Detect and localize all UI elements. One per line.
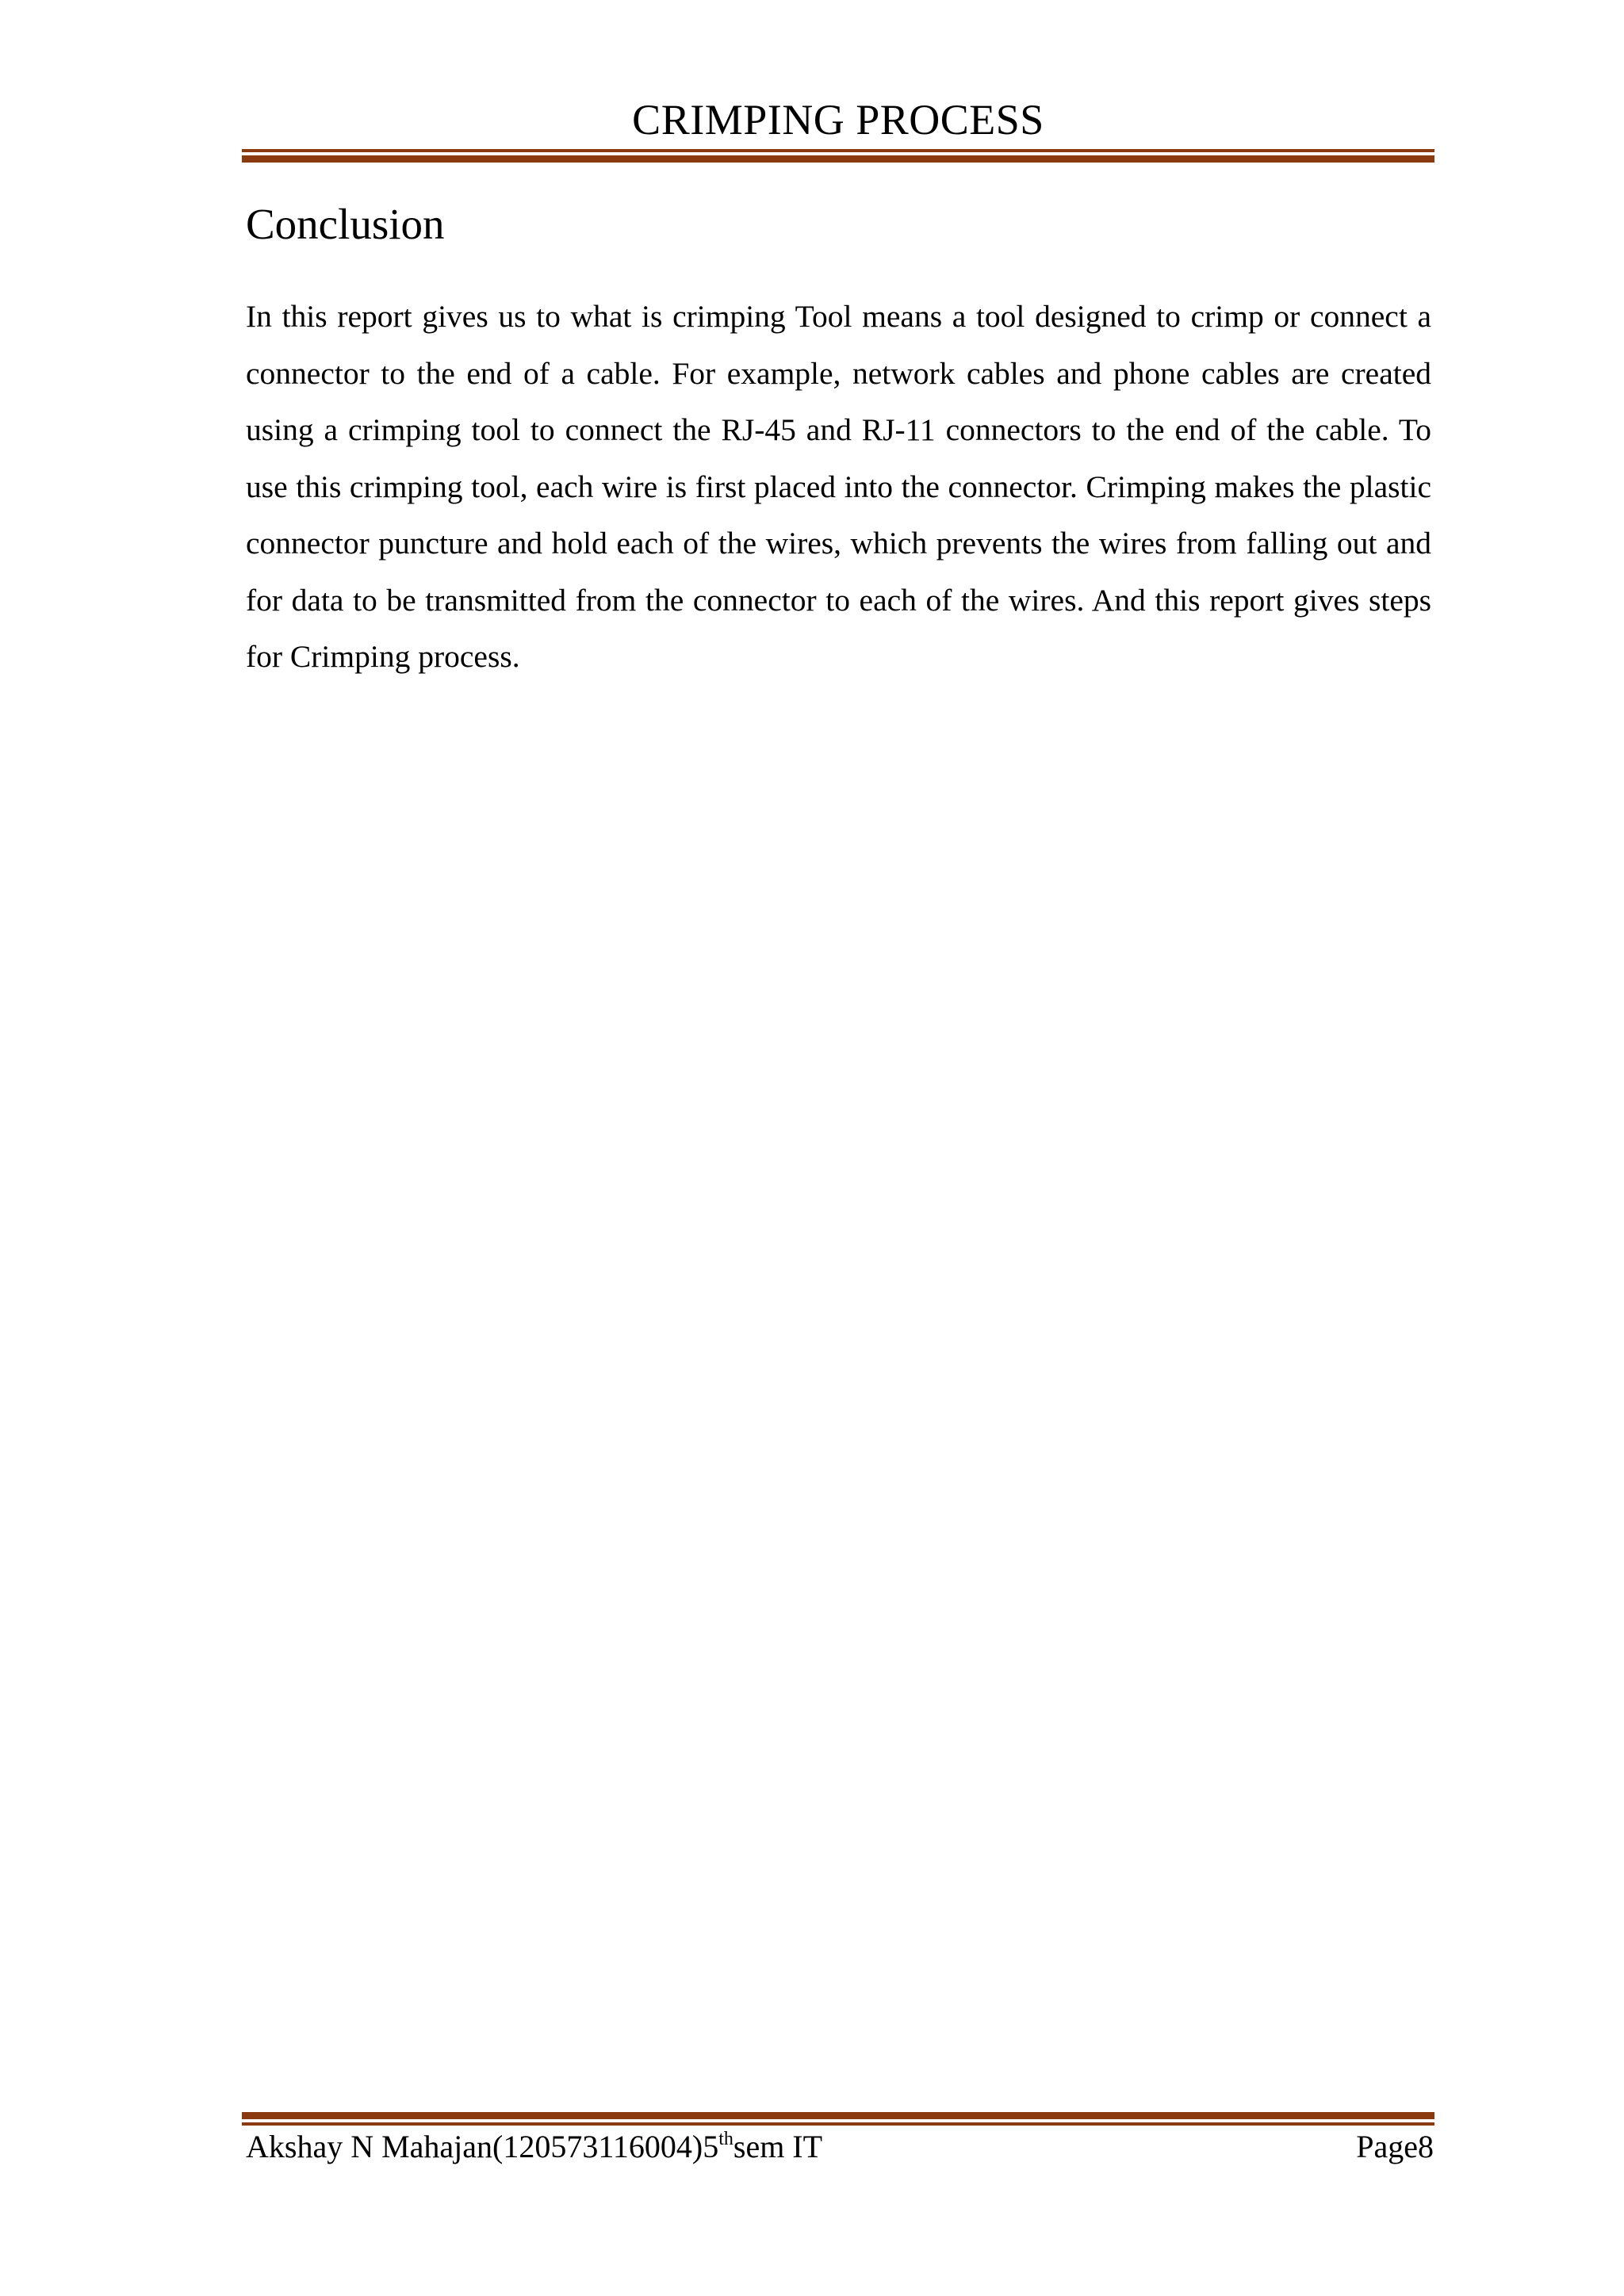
footer-ordinal-suffix: th: [718, 2129, 733, 2149]
section-heading: Conclusion: [246, 200, 445, 248]
page-header-title: CRIMPING PROCESS: [632, 96, 1044, 144]
header-divider-thick-line: [242, 155, 1434, 163]
footer-semester: sem IT: [733, 2129, 823, 2164]
footer-author-id: Akshay N Mahajan(120573116004)5: [246, 2129, 719, 2164]
footer-divider-thick-line: [242, 2112, 1434, 2119]
footer-divider-thin-line: [242, 2122, 1434, 2126]
header-divider: [242, 149, 1434, 163]
footer-divider: [242, 2112, 1434, 2126]
footer-page-number: Page8: [1356, 2129, 1434, 2164]
footer-author-info: [246, 2127, 822, 2167]
conclusion-paragraph: In this report gives us to what is crimping Tool means a tool designed to crimp or connect a connector to the end of a cable. For example, network cables and phone cables are created using a crimping tool to connect the RJ-45 and RJ-11 connectors to the end of the cable. To use this crimping tool, each wire is first placed into the connector. Crimping makes the plastic connector puncture and hold each of the wires, which prevents the wires from falling out and for data to be transmitted from the connector to each of the wires. And this report gives steps for Crimping process.: [246, 299, 1431, 674]
